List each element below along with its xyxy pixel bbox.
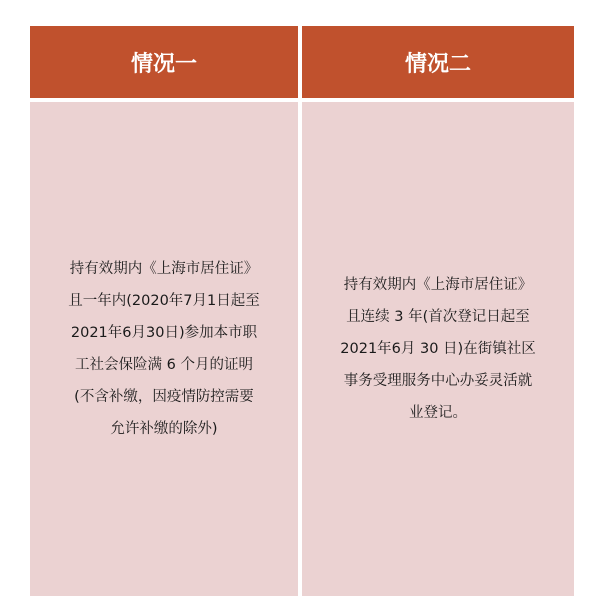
- case-2-line: 业登记。: [408, 405, 467, 421]
- case-2-line: 2021年6月 30 日)在街镇社区: [340, 341, 536, 357]
- case-2-line: 且连续 3 年(首次登记日起至: [346, 309, 530, 325]
- column-header-case-2: 情况二: [302, 26, 574, 98]
- case-2-line: 事务受理服务中心办妥灵活就: [343, 373, 533, 389]
- case-2-cell: [302, 102, 574, 596]
- case-2-text: [340, 269, 535, 429]
- case-1-cell: [30, 102, 298, 596]
- case-1-line: 且一年内(2020年7月1日起至: [68, 293, 260, 309]
- case-1-text: [68, 253, 260, 445]
- case-2-line: 持有效期内《上海市居住证》: [343, 277, 533, 293]
- case-1-line: 工社会保险满 6 个月的证明: [75, 357, 253, 373]
- case-1-line: (不含补缴，因疫情防控需要: [74, 389, 254, 405]
- case-1-line: 允许补缴的除外): [110, 421, 218, 437]
- case-1-line: 持有效期内《上海市居住证》: [69, 261, 259, 277]
- column-header-case-1: 情况一: [30, 26, 298, 98]
- case-1-line: 2021年6月30日)参加本市职: [70, 325, 258, 341]
